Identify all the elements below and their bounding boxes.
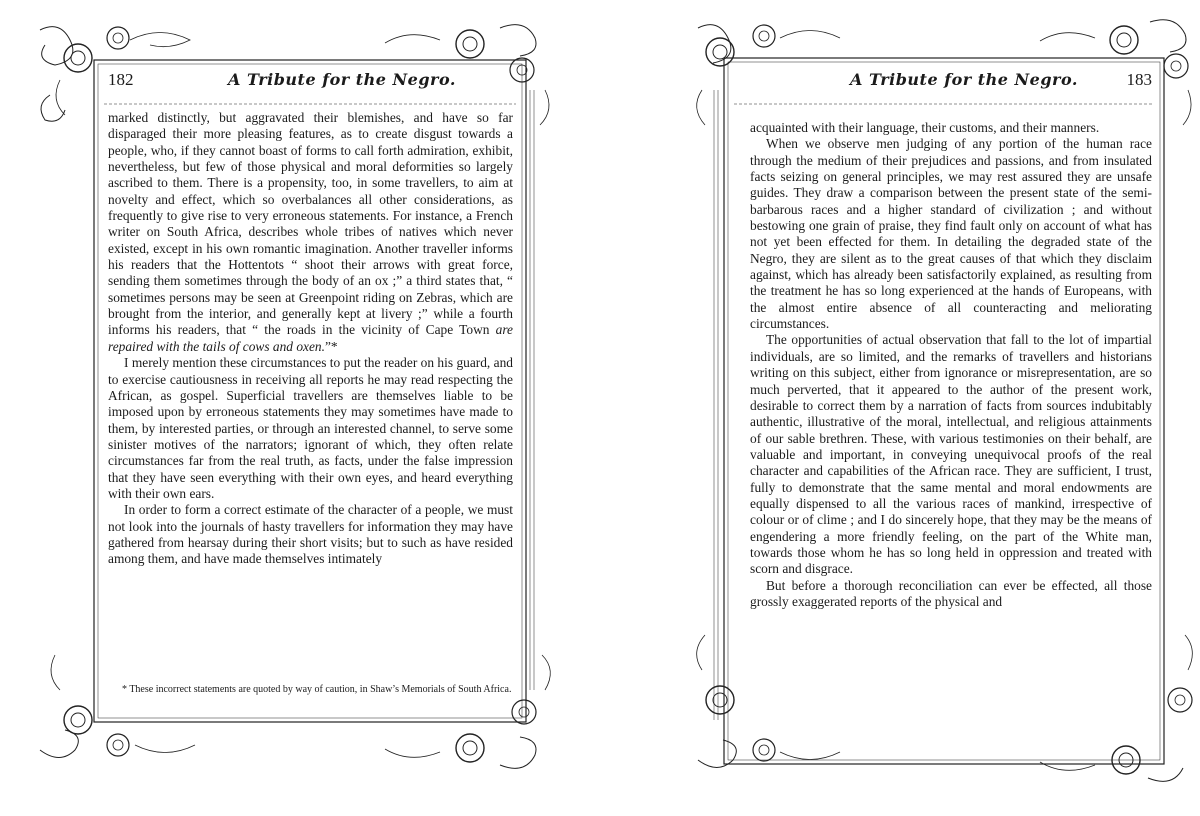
paragraph: The opportunities of actual observation that fall to the lot of impartial individuals, are so limited, and the remarks of travellers and historians writing on this subject, either from ignorance or misrepresentation, are so much perverted, that it appeared to the author of the present work, desirable to correct them by a narration of facts from sources indubitably authentic, illustrative of the moral, intellectual, and religious attainments of our sable brethren. These, with various testimonies on their behalf, are valuable and important, in conveying unequivocal proofs of the real character and capabilities of the African race. They are sufficient, I trust, fully to demonstrate that the same mental and moral endowments are equally dispensed to all the various races of mankind, irrespective of colour or of clime ; and I do sincerely hope, that they may be the means of engendering a more friendly feeling, on the part of the White man, towards those whom he has so long held in oppression and treated with scorn and disgrace. [750,332,1152,577]
right-page [640,0,1200,816]
corner-ornament-bottom-right [1040,635,1192,781]
running-title: A Tribute for the Negro. [228,70,456,89]
left-page [0,0,560,816]
paragraph: marked distinctly, but aggravated their blemishes, and have so far disparaged their more pleasing features, as to create disgust towards a people, who, if they cannot boast of forms to call forth admiration, exhibit, nevertheless, but few of those physical and moral deformities so largely ascribed to them. There is a propensity, too, in some travellers, to aim at novelty and effect, which so overbalances all other considerations, as frequently to give rise to very erroneous statements. For instance, a French writer on South Africa, describes whole tribes of natives which never existed, except in his own romantic imagination. Another traveller informs his readers that the Hottentots “ shoot their arrows with great force, sending them sometimes through the body of an ox ;” a third states that, “ sometimes persons may be seen at Greenpoint riding on Zebras, which are brought from the interior, and generally kept at livery ;” while a fourth informs his readers, that “ the roads in the vicinity of Cape Town are repaired with the tails of cows and oxen.”* [108,110,513,354]
footnote: * These incorrect statements are quoted by way of caution, in Shaw’s Memorials of South Africa. [122,684,512,695]
italic-quote: are repaired with the tails of cows and oxen. [108,322,513,354]
page-number: 183 [1126,70,1152,89]
paragraph: When we observe men judging of any portion of the human race through the medium of their prejudices and passions, and from insulated facts seizing on general principles, we may rest assured they are unsafe guides. They draw a comparison between the present state of the semi-barbarous races and a higher standard of civilization ; and without bestowing one grain of praise, they find fault only on account of what has not yet been effected for them. In detailing the degraded state of the Negro, they are silent as to the great causes of that which they disclaim against, which has already been satisfactorily explained, as resulting from the treatment he has so long experienced at the hands of Europeans, with the almost entire absence of all counteracting and meliorating circumstances. [750,136,1152,332]
page-header [738,70,1158,100]
paragraph: acquainted with their language, their customs, and their manners. [750,120,1100,135]
page-header [108,70,518,100]
body-text [108,110,513,568]
running-title: A Tribute for the Negro. [850,70,1078,89]
corner-ornament-bottom-left [40,655,195,758]
paragraph: In order to form a correct estimate of the character of a people, we must not look into the journals of hasty travellers for information they may have gathered from hearsay during their short visits; but to such as have resided among them, and have made themselves intimately [108,502,513,567]
page-number: 182 [108,70,134,89]
paragraph: I merely mention these circumstances to put the reader on his guard, and to exercise cautiousness in receiving all reports he may read respecting the African, as gospel. Superficial travellers are themselves liable to be imposed upon by erroneous statements they may sometimes have made to them, by interested parties, or through an interested channel, to serve some sinister motives of the narrators; ignorant of which, they often relate circumstances far from the real truth, as facts, under the false impression that they have seen everything with their own eyes, and heard everything with their own ears. [108,355,513,501]
paragraph: But before a thorough reconciliation can ever be effected, all those grossly exaggerated reports of the physical and [750,577,1152,609]
body-text [750,120,1152,610]
